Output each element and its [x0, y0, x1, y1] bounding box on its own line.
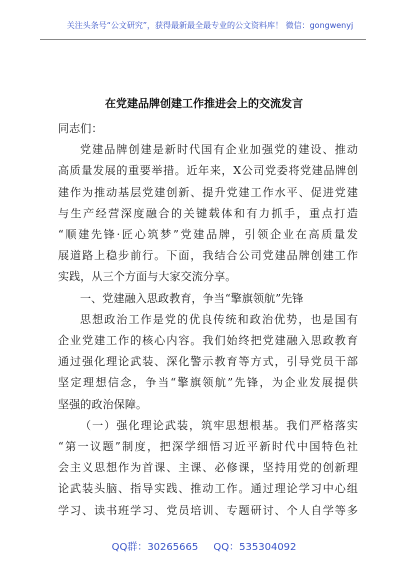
text-line: 展道路上稳步前行。下面，我结合公司党建品牌创建工作 — [58, 249, 358, 263]
text-line: “顺建先锋·匠心筑梦”党建品牌，引领企业在高质量发 — [58, 228, 358, 242]
footer-qq-group: QQ群：30265665 — [111, 542, 199, 553]
text-line: 学习、读书班学习、党员培训、专题研讨、个人自学等多 — [58, 503, 358, 517]
header-divider — [40, 39, 366, 40]
header-promo-note: 关注头条号“公文研究”，获得最新最全最专业的公文资料库！ 微信：gongwenyj — [66, 21, 354, 30]
footer-qq: QQ：535304092 — [213, 542, 297, 553]
text-line: 实践，从三个方面与大家交流分享。 — [58, 270, 237, 284]
text-line: 党建品牌创建是新时代国有企业加强党的建设、推动 — [80, 143, 358, 157]
footer-contact — [0, 538, 408, 553]
subsection-heading: （一）强化理论武装，筑牢思想根基。我们严格落实 — [80, 418, 358, 432]
text-line: 通过强化理论武装、深化警示教育等方式，引导党员干部 — [58, 355, 358, 369]
text-line: 高质量发展的重要举措。近年来，X公司党委将党建品牌创 — [58, 164, 358, 178]
paragraph-section1 — [58, 309, 358, 415]
text-line: “第一议题”制度，把深学细悟习近平新时代中国特色社 — [58, 440, 358, 454]
text-line: 论武装头脑、指导实践、推动工作。通过理论学习中心组 — [58, 482, 358, 496]
text-line: 思想政治工作是党的优良传统和政治优势，也是国有 — [80, 312, 358, 326]
text-line: 坚定理想信念，争当“擎旗领航”先锋，为企业发展提供 — [58, 376, 358, 390]
document-title: 在党建品牌创建工作推进会上的交流发言 — [105, 97, 303, 110]
document-body — [58, 118, 358, 521]
section-heading: 一、党建融入思政教育，争当“擎旗领航”先锋 — [80, 291, 304, 305]
text-line: 会主义思想作为首课、主课、必修课，坚持用党的创新理 — [58, 461, 358, 475]
paragraph-subsection1 — [58, 415, 358, 521]
text-line: 与生产经营深度融合的关键载体和有力抓手，重点打造 — [58, 206, 358, 220]
greeting: 同志们： — [58, 122, 103, 135]
text-line: 企业党建工作的核心内容。我们始终把党建融入思政教育 — [58, 334, 358, 348]
paragraph-intro — [58, 139, 358, 287]
text-line: 建作为推动基层党建创新、提升党建工作水平、促进党建 — [58, 185, 358, 199]
text-line: 坚强的政治保障。 — [58, 397, 148, 411]
